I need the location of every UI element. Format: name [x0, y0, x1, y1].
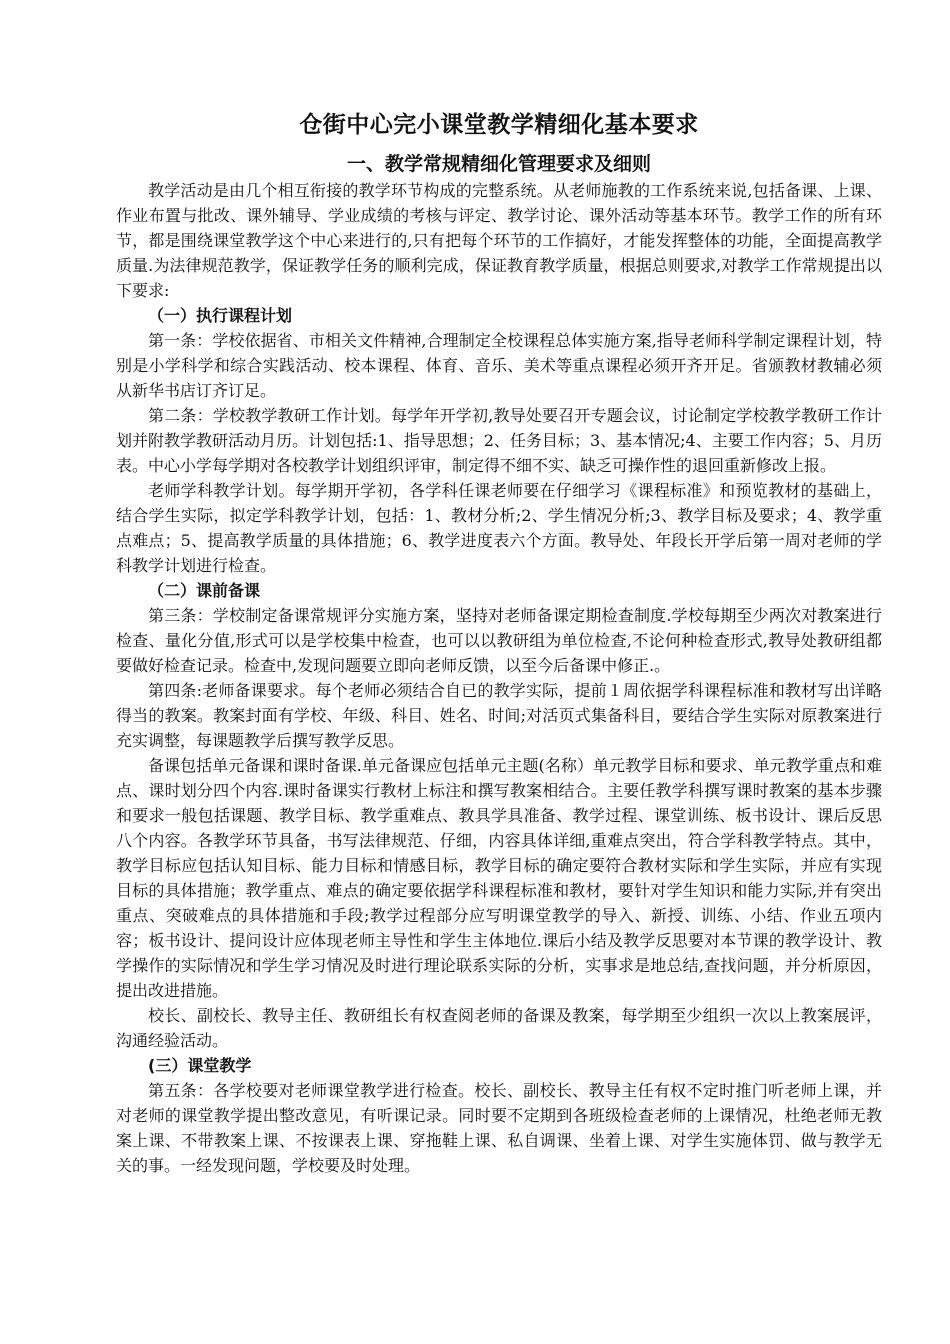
paragraph-article-4: 第四条:老师备课要求。每个老师必须结合自已的教学实际，提前１周依据学科课程标准和教材写出详略得当的教案。教案封面有学校、年级、科目、姓名、时间;对活页式集备科目，要结合学生实际对原教案进行充实调整，每课题教学后撰写教学反思。 — [116, 681, 882, 750]
paragraph-review: 校长、副校长、教导主任、教研组长有权查阅老师的备课及教案，每学期至少组织一次以上教案展评，沟通经验活动。 — [116, 1006, 882, 1050]
subsection-heading-curriculum: （一）执行课程计划 — [148, 306, 293, 325]
paragraph-article-5: 第五条：各学校要对老师课堂教学进行检查。校长、副校长、教导主任有权不定时推门听老师上课，并对老师的课堂教学提出整改意见，有听课记录。同时要不定期到各班级检查老师的上课情况，杜绝老师无教案上课、不带教案上课、不按课表上课、穿拖鞋上课、私自调课、坐着上课、对学生实施体罚、做与教学无关的事。一经发现问题，学校要及时处理。 — [116, 1081, 882, 1175]
paragraph-article-2: 第二条：学校教学教研工作计划。每学年开学初,教导处要召开专题会议，讨论制定学校教学教研工作计划并附教学教研活动月历。计划包括:1、指导思想；2、任务目标；3、基本情况;4、主要工作内容；5、月历表。中心小学每学期对各校教学计划组织评审，制定得不细不实、缺乏可操作性的退回重新修改上报。 — [116, 406, 882, 475]
paragraph-subject-plan: 老师学科教学计划。每学期开学初，各学科任课老师要在仔细学习《课程标准》和预览教材的基础上，结合学生实际，拟定学科教学计划，包括：1、教材分析;2、学生情况分析;3、教学目标及要求；4、教学重点难点；5、提高教学质量的具体措施；6、教学进度表六个方面。教导处、年段长开学后第一周对老师的学科教学计划进行检查。 — [116, 481, 882, 575]
paragraph-article-3: 第三条：学校制定备课常规评分实施方案，坚持对老师备课定期检查制度.学校每期至少两次对教案进行检查、量化分值,形式可以是学校集中检查，也可以以教研组为单位检查,不论何种检查形式,教导处教研组都要做好检查记录。检查中,发现问题要立即向老师反馈，以至今后备课中修正.。 — [116, 606, 882, 675]
paragraph-article-1: 第一条：学校依据省、市相关文件精神,合理制定全校课程总体实施方案,指导老师科学制定课程计划，特别是小学科学和综合实践活动、校本课程、体育、音乐、美术等重点课程必须开齐开足。省颁教材教辅必须从新华书店订齐订足。 — [116, 331, 882, 400]
paragraph-intro: 教学活动是由几个相互衔接的教学环节构成的完整系统。从老师施教的工作系统来说,包括备课、上课、作业布置与批改、课外辅导、学业成绩的考核与评定、教学讨论、课外活动等基本环节。教学工作的所有环节，都是围绕课堂教学这个中心来进行的,只有把每个环节的工作搞好，才能发挥整体的功能，全面提高教学质量.为法律规范教学，保证教学任务的顺利完成，保证教育教学质量，根据总则要求,对教学工作常规提出以下要求: — [116, 181, 882, 300]
document-title: 仓街中心完小课堂教学精细化基本要求 — [299, 112, 699, 138]
subsection-heading-classroom: (三）课堂教学 — [148, 1056, 252, 1075]
subsection-heading-lesson-prep: （二）课前备课 — [148, 581, 261, 600]
paragraph-unit-prep: 备课包括单元备课和课时备课.单元备课应包括单元主题(名称）单元教学目标和要求、单元教学重点和难点、课时划分四个内容.课时备课实行教材上标注和撰写教案相结合。主要任教学科撰写课时教案的基本步骤和要求一般包括课题、教学目标、教学重难点、教具学具准备、教学过程、课堂训练、板书设计、课后反思八个内容。各教学环节具备，书写法律规范、仔细，内容具体详细,重难点突出，符合学科教学特点。其中，教学目标应包括认知目标、能力目标和情感目标，教学目标的确定要符合教材实际和学生实际，并应有实现目标的具体措施；教学重点、难点的确定要依据学科课程标准和教材，要针对学生知识和能力实际,并有突出重点、突破难点的具体措施和手段;教学过程部分应写明课堂教学的导入、新授、训练、小结、作业五项内容；板书设计、提问设计应体现老师主导性和学生主体地位.课后小结及教学反思要对本节课的教学设计、教学操作的实际情况和学生学习情况及时进行理论联系实际的分析，实事求是地总结,查找问题，并分析原因，提出改进措施。 — [116, 756, 882, 1000]
document-page — [116, 108, 882, 1178]
section-heading: 一、教学常规精细化管理要求及细则 — [346, 153, 651, 175]
